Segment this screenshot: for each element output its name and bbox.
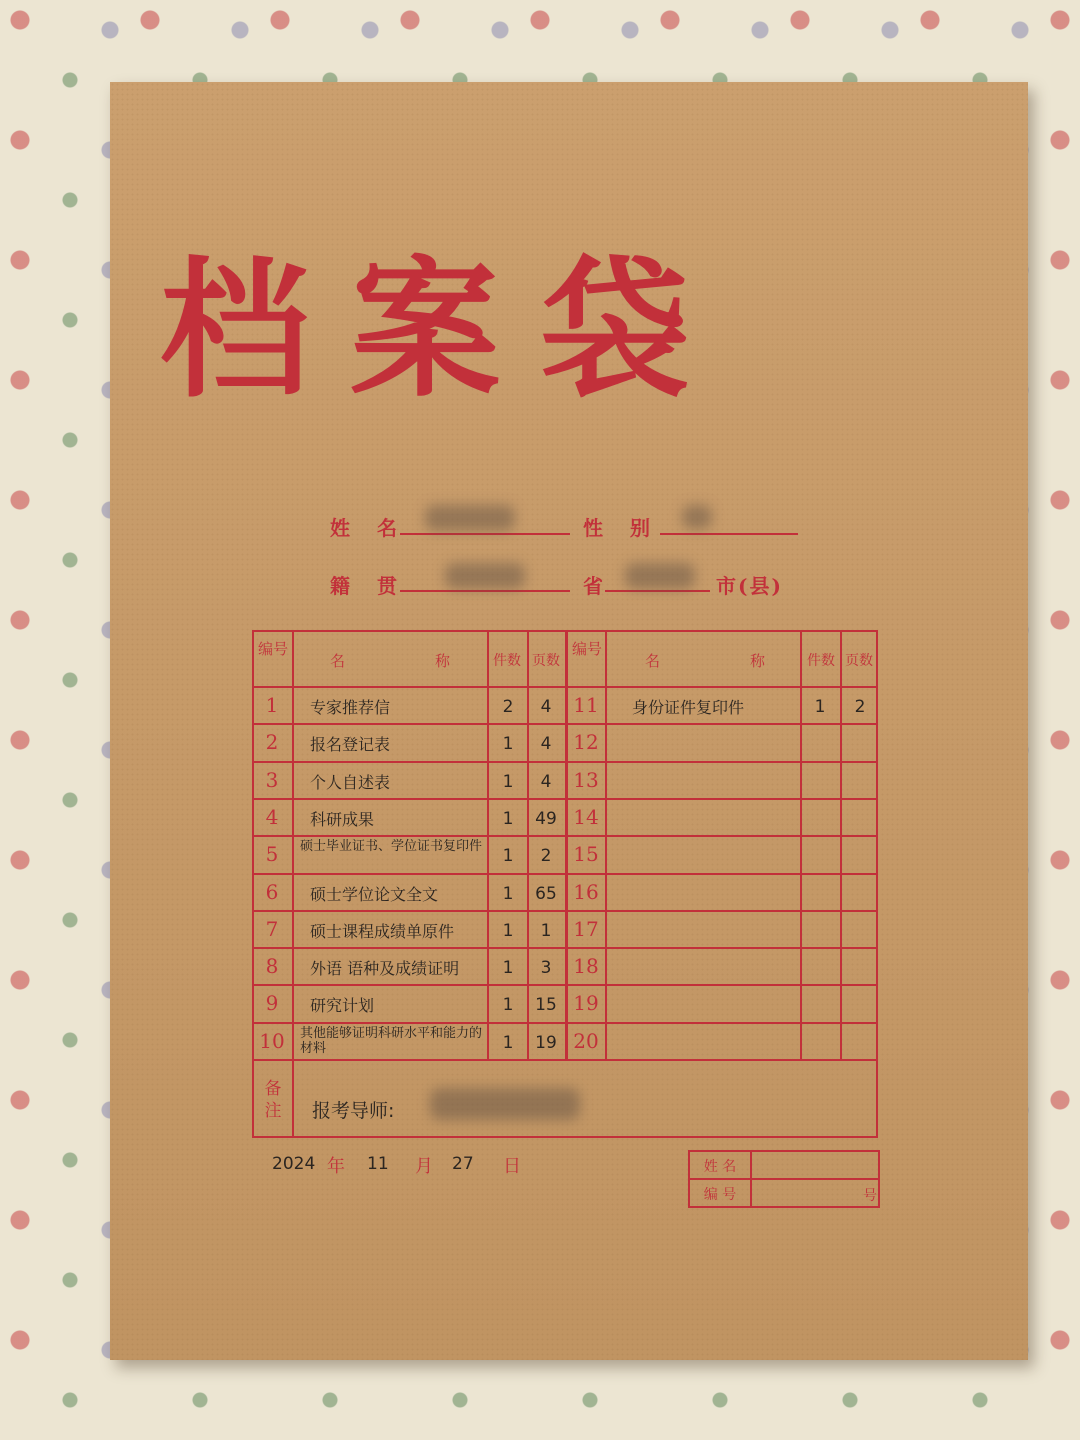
row-item-pages: 4 [540,734,552,754]
name-label: 姓 名 [330,516,407,540]
row-item-name: 外语 语种及成绩证明 [310,959,460,978]
gender-line [660,533,798,535]
row-item-name: 硕士课程成绩单原件 [310,922,455,941]
table-remarks-rule [252,1059,878,1061]
table-vline-1 [487,630,489,1059]
row-number: 19 [573,991,599,1015]
header-no-right: 编号 [571,640,602,658]
row-item-count: 2 [502,697,514,717]
row-item-count: 1 [502,809,514,829]
date-year: 2024 [272,1154,316,1174]
row-number: 16 [573,880,599,904]
row-item-count: 1 [502,734,514,754]
row-number: 4 [265,805,279,829]
row-item-count: 1 [502,921,514,941]
name-line [400,533,570,535]
header-count-left: 件数 [493,653,521,669]
row-number: 12 [573,730,599,754]
row-item-name: 科研成果 [310,810,375,829]
row-number: 18 [573,954,599,978]
table-row-rule-7 [252,947,878,949]
date-month-label: 月 [415,1156,433,1177]
table-vline-0 [292,630,294,1059]
table-row-rule-6 [252,910,878,912]
row-number: 15 [573,842,599,866]
table-remarks-vline [292,1059,294,1138]
gender-redaction [682,505,712,529]
header-pages-left: 页数 [532,653,560,669]
row-item-pages: 4 [540,697,552,717]
header-name-b-right: 称 [750,652,766,670]
row-number: 10 [259,1029,285,1053]
row-item-count: 1 [502,1033,514,1053]
row-number: 5 [265,842,279,866]
row-item-pages: 4 [540,772,552,792]
stamp-box-mid [751,1178,880,1180]
table-row-rule-9 [252,1022,878,1024]
date-year-label: 年 [327,1156,345,1177]
origin-label: 籍 贯 [330,574,407,598]
row-item-name: 报名登记表 [310,735,391,754]
header-no-left: 编号 [257,640,288,658]
stamp-name-label: 姓 名 [703,1159,737,1175]
header-name-b-left: 称 [435,652,451,670]
row-number: 13 [573,768,599,792]
origin-redaction [445,563,525,589]
table-row-rule-3 [252,798,878,800]
gender-label: 性 别 [583,516,660,540]
row-item-pages: 49 [535,809,557,829]
row-item-pages: 2 [854,697,866,717]
table-row-rule-2 [252,761,878,763]
row-number: 14 [573,805,599,829]
row-number: 8 [265,954,279,978]
row-item-pages: 65 [535,884,557,904]
table-row-rule-4 [252,835,878,837]
row-number: 6 [265,880,279,904]
row-item-pages: 19 [535,1033,557,1053]
row-item-pages: 1 [540,921,552,941]
row-item-name: 硕士学位论文全文 [310,885,439,904]
envelope-title: 档案袋 [160,242,731,418]
row-number: 9 [265,991,279,1015]
remarks-label: 备注 [264,1079,282,1121]
row-item-count: 1 [502,995,514,1015]
province-line [605,590,710,592]
header-pages-right: 页数 [845,653,873,669]
row-number: 20 [573,1029,599,1053]
stamp-number-suffix: 号 [863,1188,877,1204]
province-label: 省 [583,574,613,598]
row-item-name: 其他能够证明科研水平和能力的材料 [300,1026,483,1056]
stamp-number-label: 编 号 [703,1187,737,1203]
origin-line [400,590,570,592]
name-redaction [425,505,515,531]
row-number: 3 [265,768,279,792]
table-vline-6 [840,630,842,1059]
row-item-pages: 15 [535,995,557,1015]
date-month: 11 [367,1154,389,1174]
row-item-name: 身份证件复印件 [632,698,745,717]
row-item-count: 1 [502,772,514,792]
row-item-count: 1 [502,958,514,978]
row-item-pages: 3 [540,958,552,978]
row-item-count: 1 [502,884,514,904]
header-name-a-left: 名 [330,652,346,670]
header-count-right: 件数 [807,653,835,669]
header-name-a-right: 名 [645,652,661,670]
row-item-name: 专家推荐信 [310,698,391,717]
row-item-name: 个人自述表 [310,773,391,792]
advisor-redaction [430,1088,580,1120]
province-redaction [625,563,695,589]
table-vline-5 [800,630,802,1059]
table-row-rule-1 [252,723,878,725]
date-day-label: 日 [503,1156,521,1177]
table-row-rule-5 [252,873,878,875]
row-item-pages: 2 [540,846,552,866]
date-day: 27 [452,1154,474,1174]
row-number: 1 [265,693,279,717]
row-item-name: 硕士毕业证书、学位证书复印件 [300,839,483,854]
row-item-count: 1 [814,697,826,717]
stamp-box-v2 [750,1178,752,1208]
city-label: 市(县) [716,574,783,598]
row-item-name: 研究计划 [310,996,375,1015]
table-row-rule-8 [252,984,878,986]
row-number: 17 [573,917,599,941]
row-number: 2 [265,730,279,754]
table-header-rule [252,686,878,688]
row-number: 11 [573,693,599,717]
row-number: 7 [265,917,279,941]
remarks-text: 报考导师: [312,1100,395,1122]
row-item-count: 1 [502,846,514,866]
